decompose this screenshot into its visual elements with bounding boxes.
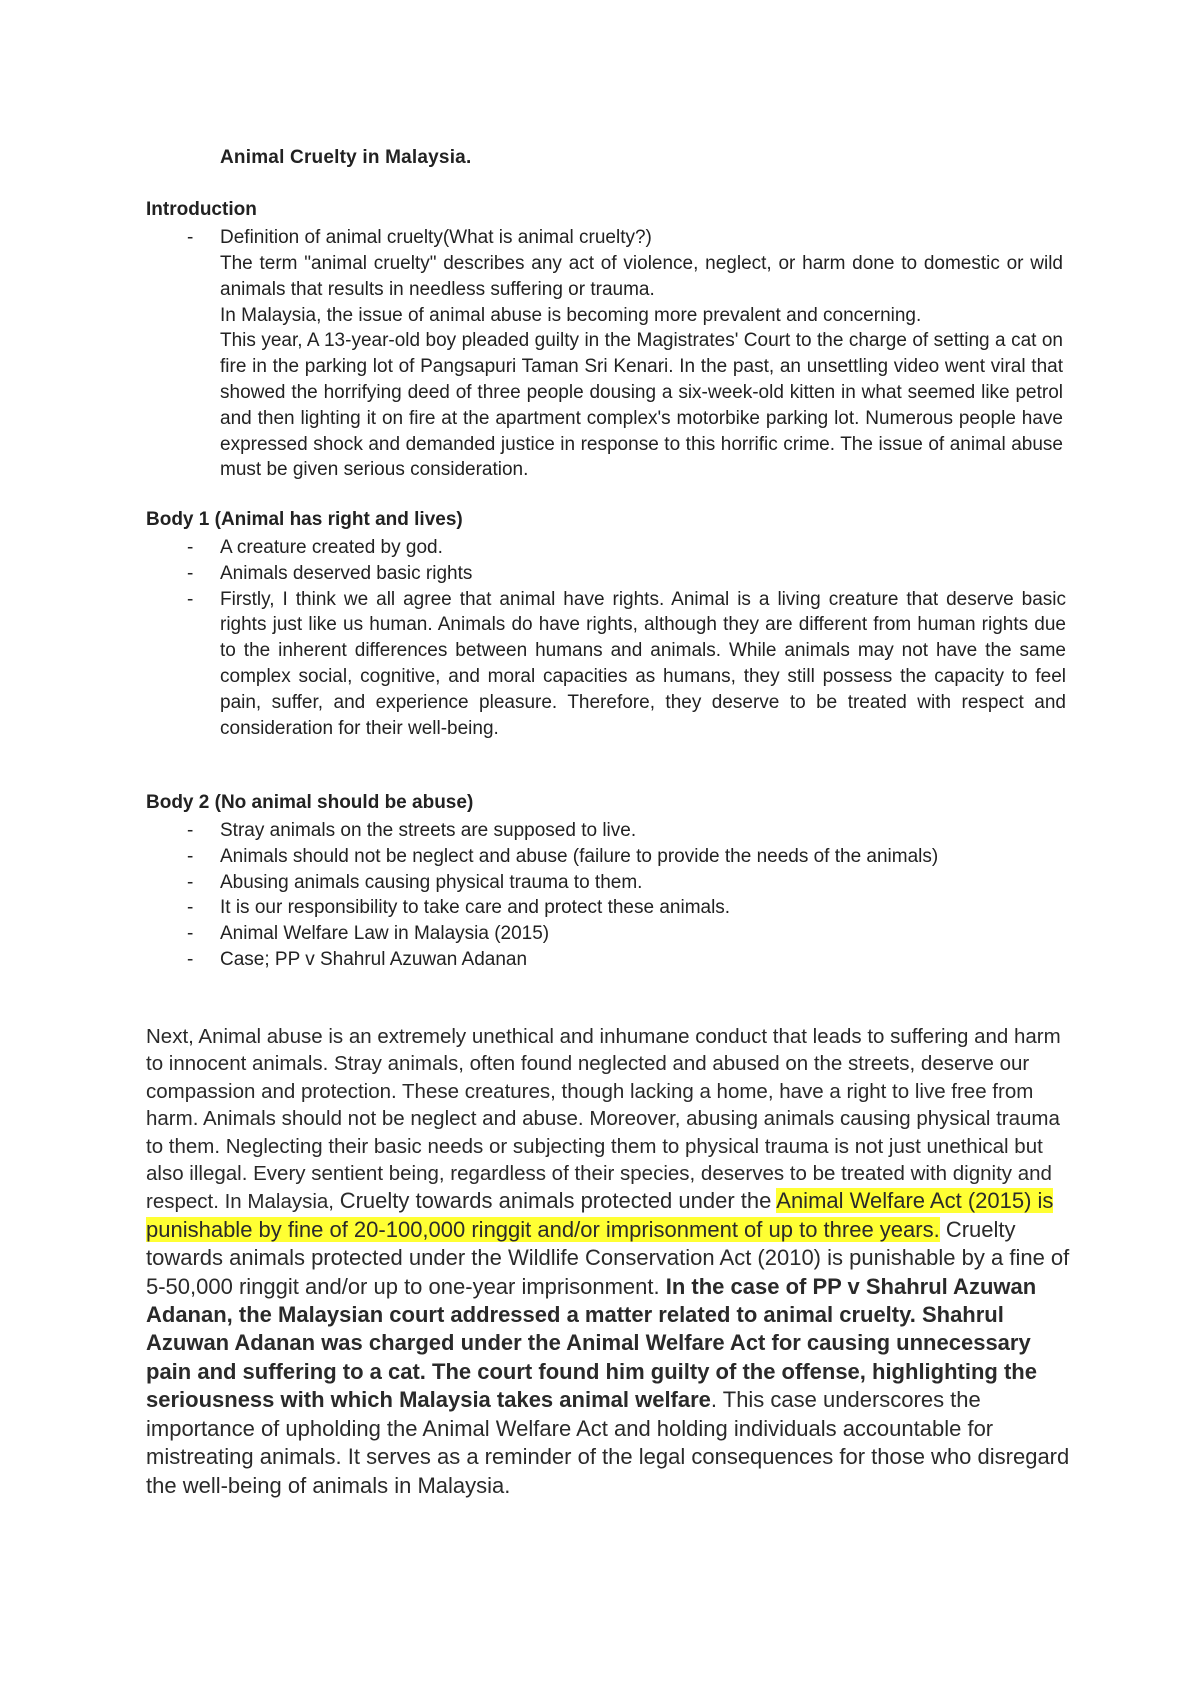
body1-heading: Body 1 (Animal has right and lives) xyxy=(146,509,463,530)
conclusion-text-3: Cruelty towards animals protected under the Wildlife Conservation Act (2010) is punishable by a fine of 5-50,000 ringgit and/or up to one-year imprisonment. xyxy=(146,1216,1070,1299)
dash-bullet: - xyxy=(187,871,194,893)
list-item-text: It is our responsibility to take care and protect these animals. xyxy=(220,897,731,919)
conclusion-text-2: Cruelty towards animals protected under the xyxy=(339,1188,777,1214)
intro-paragraph xyxy=(220,251,1063,483)
list-item-text: Firstly, I think we all agree that animal have rights. Animal is a living creature that deserve basic rights just like us human. Animals do have rights, although they are different from human rights due to the inherent differences between humans and animals. While animals may not have the same complex social, cognitive, and moral capacities as humans, they still possess the capacity to feel pain, suffer, and experience pleasure. Therefore, they deserve to be treated with respect and consideration for their well-being. xyxy=(220,588,1066,739)
list-item xyxy=(146,895,1066,921)
list-item-text: Animal Welfare Law in Malaysia (2015) xyxy=(220,923,550,945)
dash-bullet: - xyxy=(187,820,194,841)
dash-bullet: - xyxy=(187,562,194,584)
dash-bullet: - xyxy=(187,588,194,610)
list-item-text: Case; PP v Shahrul Azuwan Adanan xyxy=(220,948,528,970)
conclusion-text-4: . This case underscores the importance of upholding the Animal Welfare Act and holding individuals accountable for mistreating animals. It serves as a reminder of the legal consequences for those who disregard the well-being of animals in Malaysia. xyxy=(146,1387,1070,1498)
intro-heading: Introduction xyxy=(146,199,257,220)
intro-malaysia: In Malaysia, the issue of animal abuse is becoming more prevalent and concerning. xyxy=(220,304,922,326)
list-item-text: A creature created by god. xyxy=(220,537,443,558)
list-item-text: Abusing animals causing physical trauma to them. xyxy=(220,871,643,893)
conclusion-paragraph xyxy=(146,1023,1076,1500)
list-item xyxy=(146,921,1066,947)
list-item xyxy=(146,225,1066,251)
conclusion-text-1: Next, Animal abuse is an extremely unethical and inhumane conduct that leads to suffering and harm to innocent animals. Stray animals, often found neglected and abused on the streets, deserve our compassion and protection. These creatures, though lacking a home, have a right to live free from harm. Animals should not be neglect and abuse. Moreover, abusing animals causing physical trauma to them. Neglecting their basic needs or subjecting them to physical trauma is not just unethical but also illegal. Every sentient being, regardless of their species, deserves to be treated with dignity and respect. In Malaysia, xyxy=(146,1025,1061,1214)
intro-definition: The term "animal cruelty" describes any act of violence, neglect, or harm done to domestic or wild animals that results in needless suffering or trauma. xyxy=(220,253,1063,300)
list-item xyxy=(146,561,1066,587)
list-item xyxy=(146,947,1066,973)
dash-bullet: - xyxy=(187,948,194,970)
list-item-text: Stray animals on the streets are supposed to live. xyxy=(220,820,637,841)
intro-case: This year, A 13-year-old boy pleaded guilty in the Magistrates' Court to the charge of setting a cat on fire in the parking lot of Pangsapuri Taman Sri Kenari. In the past, an unsettling video went viral that showed the horrifying deed of three people dousing a six-week-old kitten in what seemed like petrol and then lighting it on fire at the apartment complex's motorbike parking lot. Numerous people have expressed shock and demanded justice in response to this horrific crime. The issue of animal abuse must be given serious consideration. xyxy=(220,330,1063,481)
list-item xyxy=(146,535,1066,561)
body2-bullets xyxy=(146,818,1066,973)
dash-bullet: - xyxy=(187,845,194,867)
dash-bullet: - xyxy=(187,537,194,558)
list-item xyxy=(146,870,1066,896)
list-item xyxy=(146,587,1066,742)
list-item xyxy=(146,844,1066,870)
intro-bullets xyxy=(146,225,1066,251)
document-title: Animal Cruelty in Malaysia. xyxy=(220,147,472,168)
dash-bullet: - xyxy=(187,227,194,248)
list-item-text: Definition of animal cruelty(What is animal cruelty?) xyxy=(220,227,652,248)
list-item-text: Animals deserved basic rights xyxy=(220,562,473,584)
dash-bullet: - xyxy=(187,923,194,945)
list-item-text: Animals should not be neglect and abuse (failure to provide the needs of the animals) xyxy=(220,845,939,867)
dash-bullet: - xyxy=(187,897,194,919)
body1-bullets xyxy=(146,535,1066,741)
case-summary: In the case of PP v Shahrul Azuwan Adanan, the Malaysian court addressed a matter related to animal cruelty. Shahrul Azuwan Adanan was charged under the Animal Welfare Act for causing unnecessary pain and suffering to a cat. The court found him guilty of the offense, highlighting the seriousness with which Malaysia takes animal welfare xyxy=(146,1273,1037,1413)
body2-heading: Body 2 (No animal should be abuse) xyxy=(146,792,474,813)
highlighted-penalty: Animal Welfare Act (2015) is punishable by fine of 20-100,000 ringgit and/or imprisonment of up to three years. xyxy=(146,1188,1054,1242)
list-item xyxy=(146,818,1066,844)
